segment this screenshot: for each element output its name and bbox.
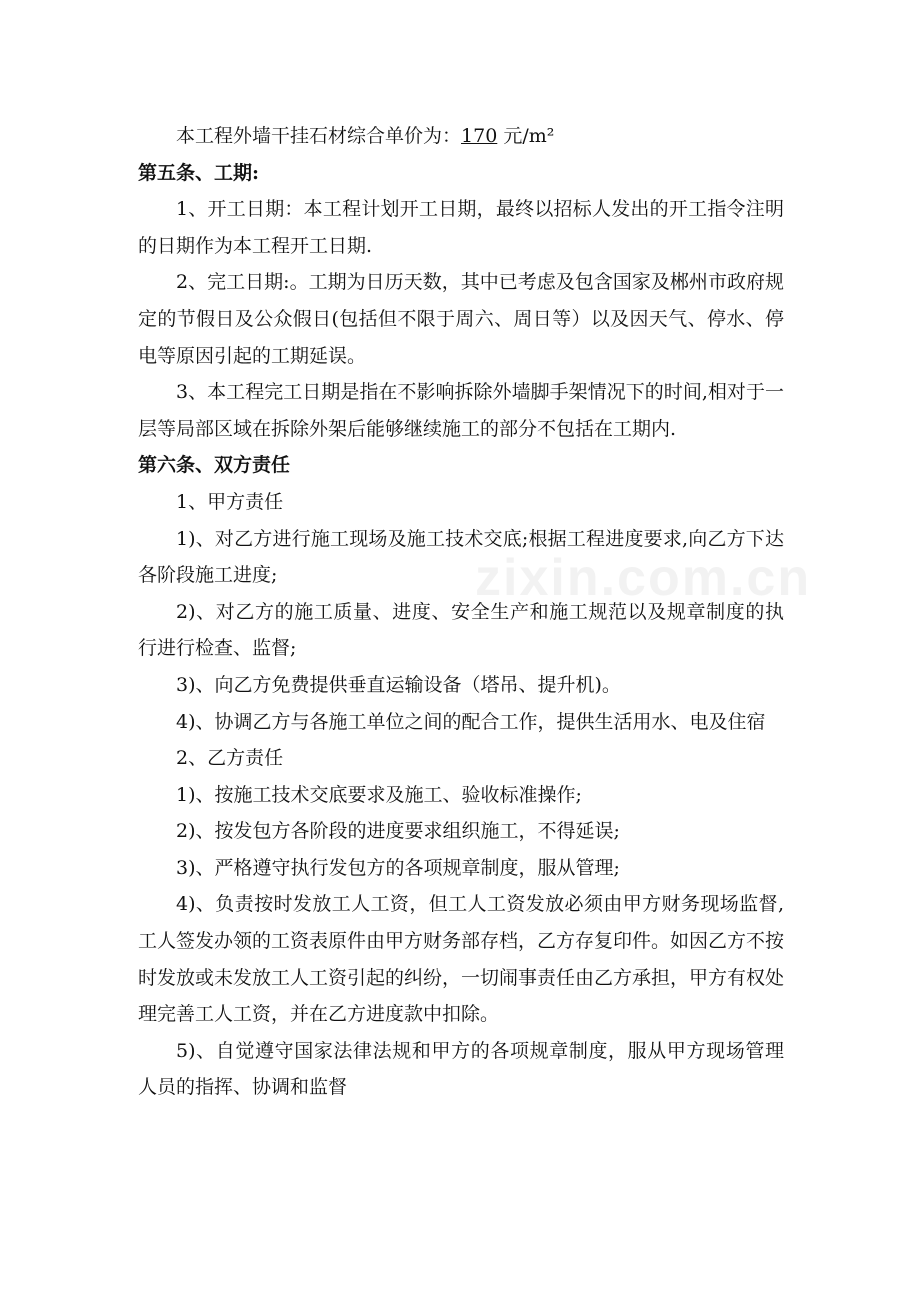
unit-price-unit: 元/m²	[497, 125, 555, 147]
article-5-item-1: 1、开工日期：本工程计划开工日期，最终以招标人发出的开工指令注明的日期作为本工程开工日期.	[138, 198, 784, 257]
party-a-item-4: 4)、协调乙方与各施工单位之间的配合工作，提供生活用水、电及住宿	[176, 710, 766, 733]
article-5-heading: 第五条、工期:	[138, 161, 260, 184]
unit-price-line	[138, 118, 784, 155]
party-b-item-2: 2)、按发包方各阶段的进度要求组织施工，不得延误;	[176, 820, 620, 843]
watermark: zixin.com.cn	[475, 549, 812, 607]
document-body	[138, 118, 784, 1106]
unit-price-value: 170	[461, 125, 498, 147]
party-b-item-3: 3)、严格遵守执行发包方的各项规章制度，服从管理;	[176, 856, 620, 879]
party-b-item-5: 5)、自觉遵守国家法律法规和甲方的各项规章制度，服从甲方现场管理人员的指挥、协调和监督	[138, 1039, 784, 1099]
unit-price-prefix: 本工程外墙干挂石材综合单价为：	[176, 125, 462, 147]
party-b-item-4: 4)、负责按时发放工人工资，但工人工资发放必须由甲方财务现场监督,工人签发办领的工资表原件由甲方财务部存档，乙方存复印件。如因乙方不按时发放或未发放工人工资引起的纠纷，一切闹事责任由乙方承担，甲方有权处理完善工人工资，并在乙方进度款中扣除。	[138, 893, 785, 1026]
party-b-item-1: 1)、按施工技术交底要求及施工、验收标准操作;	[176, 783, 582, 806]
party-a-item-2: 2)、对乙方的施工质量、进度、安全生产和施工规范以及规章制度的执行进行检查、监督;	[138, 600, 784, 660]
party-a-item-1: 1)、对乙方进行施工现场及施工技术交底;根据工程进度要求,向乙方下达各阶段施工进度;	[138, 527, 784, 587]
article-6-heading: 第六条、双方责任	[138, 454, 291, 477]
article-5-item-3: 3、本工程完工日期是指在不影响拆除外墙脚手架情况下的时间,相对于一层等局部区域在拆除外架后能够继续施工的部分不包括在工期内.	[138, 381, 784, 440]
party-a-title: 1、甲方责任	[176, 490, 284, 513]
party-a-item-3: 3)、向乙方免费提供垂直运输设备（塔吊、提升机)。	[176, 673, 621, 696]
article-5-item-2: 2、完工日期:。工期为日历天数，其中已考虑及包含国家及郴州市政府规定的节假日及公众假日(包括但不限于周六、周日等）以及因天气、停水、停电等原因引起的工期延误。	[138, 271, 784, 367]
party-b-title: 2、乙方责任	[176, 747, 284, 770]
